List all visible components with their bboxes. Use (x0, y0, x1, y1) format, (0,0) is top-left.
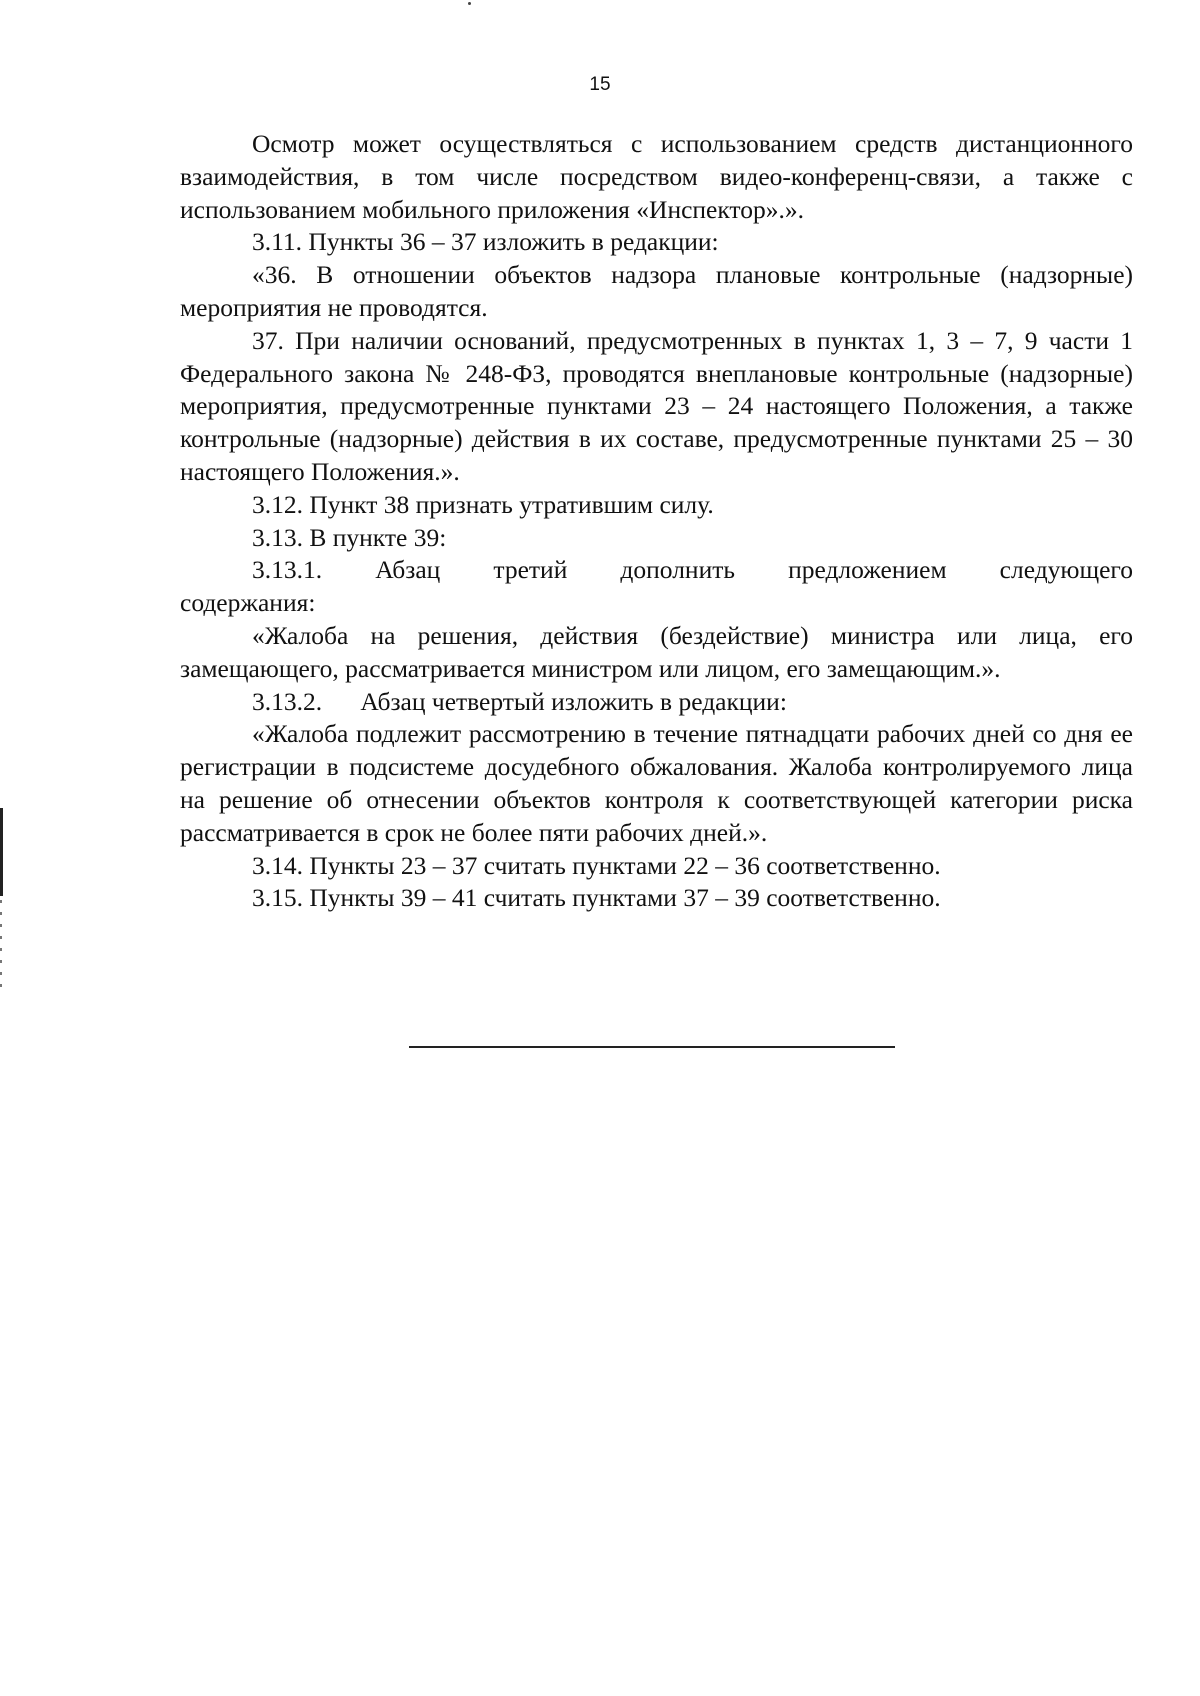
paragraph-3-12: 3.12. Пункт 38 признать утратившим силу. (252, 489, 714, 519)
word: дополнить (620, 555, 735, 585)
paragraph-complaint-minister: «Жалоба на решения, действия (бездействие) министра или лица, его замещающего, рассматривается министром или лицом, его замещающим.». (180, 620, 1133, 683)
paragraph-3-13-1 (180, 554, 1133, 620)
scan-artifact-dot (468, 2, 471, 5)
page-number: 15 (589, 74, 611, 95)
word: следующего (999, 555, 1133, 585)
paragraph-complaint-review: «Жалоба подлежит рассмотрению в течение пятнадцати рабочих дней со дня ее регистрации в подсистеме досудебного обжалования. Жалоба контролируемого лица на решение об отнесении объектов контроля к соответствующей категории риска рассматривается в срок не более пяти рабочих дней.». (180, 719, 1133, 847)
paragraph-3-13-2: 3.13.2. Абзац четвертый изложить в редакции: (252, 686, 787, 716)
paragraph-inspection-note: Осмотр может осуществляться с использованием средств дистанционного взаимодействия, в том числе посредством видео-конференц-связи, а также с использованием мобильного приложения «Инспектор».». (180, 129, 1133, 224)
paragraph-3-11: 3.11. Пункты 36 – 37 изложить в редакции: (252, 227, 719, 257)
paragraph-3-15: 3.15. Пункты 39 – 41 считать пунктами 37 – 39 соответственно. (252, 883, 941, 913)
word: Абзац (375, 555, 441, 585)
paragraph-3-13-1-continuation: содержания: (180, 588, 316, 618)
paragraph-item-36: «36. В отношении объектов надзора плановые контрольные (надзорные) мероприятия не проводятся. (180, 260, 1133, 322)
scan-edge-mark-dashed (0, 900, 2, 990)
paragraph-3-13: 3.13. В пункте 39: (252, 522, 447, 552)
paragraph-3-13-1-first-line (252, 554, 1133, 587)
scan-edge-mark (0, 808, 3, 896)
end-of-document-rule (409, 1046, 895, 1048)
paragraph-3-14: 3.14. Пункты 23 – 37 считать пунктами 22 – 36 соответственно. (252, 850, 941, 880)
word: предложением (788, 555, 947, 585)
paragraph-item-37: 37. При наличии оснований, предусмотренных в пунктах 1, 3 – 7, 9 части 1 Федерального закона № 248-ФЗ, проводятся внеплановые контрольные (надзорные) мероприятия, предусмотренные пунктами 23 – 24 настоящего Положения, а также контрольные (надзорные) действия в их составе, предусмотренные пунктами 25 – 30 настоящего Положения.». (180, 325, 1133, 486)
word: третий (493, 555, 568, 585)
word: 3.13.1. (252, 555, 323, 585)
document-body (180, 128, 1133, 915)
